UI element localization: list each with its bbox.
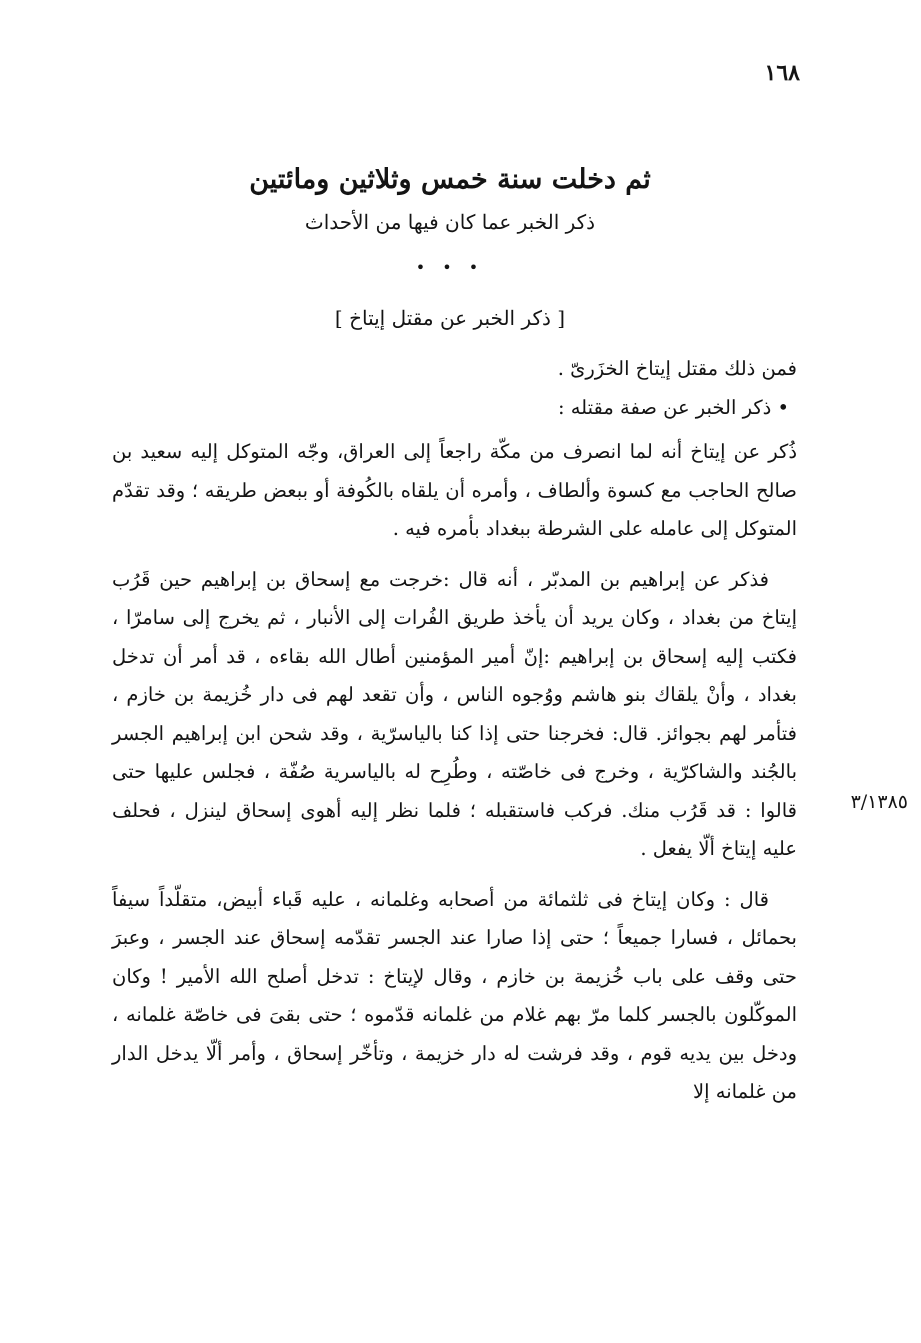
chapter-heading (110, 158, 790, 340)
paragraph-1: ذُكر عن إيتاخ أنه لما انصرف من مكّة راجعاً إلى العراق، وجّه المتوكل إليه سعيد بن صالح الحاجب مع كسوة وألطاف ، وأمره أن يلقاه بالكُوفة أو ببعض طريقه ؛ وقد تقدّم المتوكل إلى عامله على الشرطة ببغداد بأمره فيه . (112, 440, 797, 540)
margin-reference: ٣/١٣٨٥ (850, 791, 908, 813)
page-number: ١٦٨ (764, 60, 800, 86)
section-heading: [ ذكر الخبر عن مقتل إيتاخ ] (334, 306, 566, 330)
bullet-heading: • ذكر الخبر عن صفة مقتله : (557, 395, 789, 419)
chapter-subtitle: ذكر الخبر عما كان فيها من الأحداث (304, 210, 596, 234)
paragraph-2: فذكر عن إبراهيم بن المدبّر ، أنه قال :خرجت مع إسحاق بن إبراهيم حين قَرُب إيتاخ من بغداد ، وكان يريد أن يأخذ طريق الفُرات إلى الأنبار ، ثم يخرج إلى سامرّا ، فكتب إليه إسحاق بن إبراهيم :إنّ أمير المؤمنين أطال الله بقاءه ، قد أمر أن تدخل بغداد ، وأنْ يلقاك بنو هاشم ووُجوه الناس ، وأن تقعد لهم فى دار خُزيمة بن خازم ، فتأمر لهم بجوائز. قال: فخرجنا حتى إذا كنا بالياسرّية ، وقد شحن ابن إبراهيم الجسر بالجُند والشاكرّية ، وخرج فى خاصّته ، وطُرِح له بالياسرية صُفّة ، فجلس عليها حتى قالوا : قد قَرُب منك. فركب فاستقبله ؛ فلما نظر إليه أهوى إسحاق لينزل ، فحلف عليه إيتاخ ألّا يفعل . (112, 567, 797, 860)
separator-stars: • • • (415, 258, 485, 277)
chapter-title: ثم دخلت سنة خمس وثلاثين ومائتين (249, 164, 651, 195)
paragraph-3: قال : وكان إيتاخ فى ثلثمائة من أصحابه وغلمانه ، عليه قَباء أبيض، متقلّداً سيفاً بحمائل ، فسارا جميعاً ؛ حتى إذا صارا عند الجسر تقدّمه إسحاق عند الجسر ، وعبرَ حتى وقف على باب خُزيمة بن خازم ، وقال لإيتاخ : تدخل أصلح الله الأمير ! وكان الموكّلون بالجسر كلما مرّ بهم غلام من غلمانه قدّموه ؛ حتى بقىَ فى خاصّة غلمانه ، ودخل بين يديه قوم ، وقد فرشت له دار خزيمة ، وتأخّر إسحاق ، وأمر ألّا يدخل الدار من غلمانه إلا (112, 887, 797, 1103)
intro-line: فمن ذلك مقتل إيتاخ الخزَرىّ . (557, 357, 797, 380)
body-text (112, 350, 797, 1112)
